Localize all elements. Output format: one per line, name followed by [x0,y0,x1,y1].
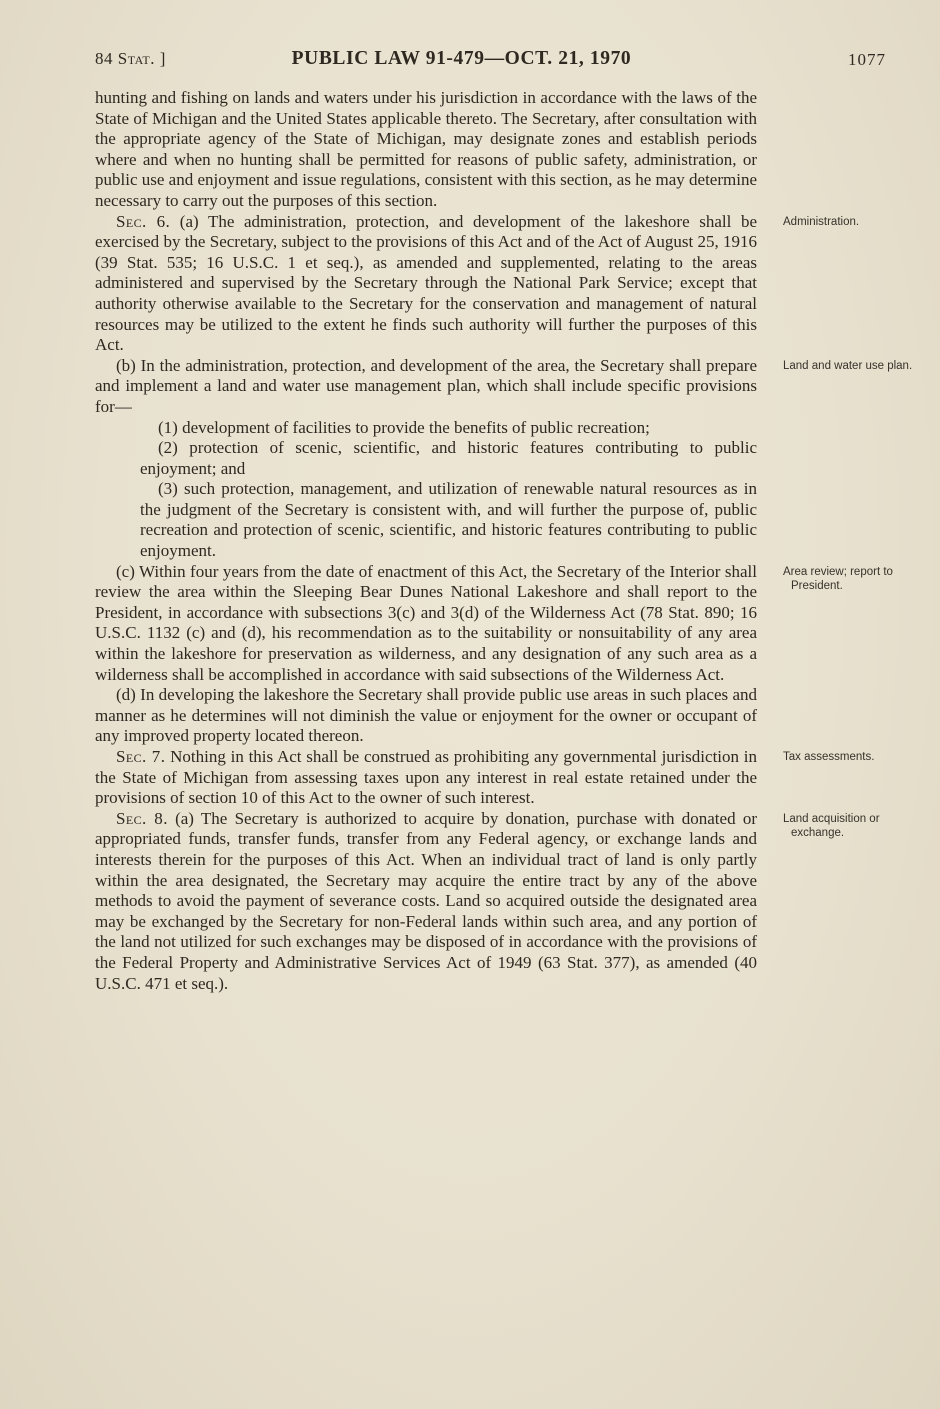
margin-note-land-water-plan: Land and water use plan. [783,359,913,372]
paragraph-text: (3) such protection, management, and utilization of renewable natural resources as in the judgment of the Secretary is consistent with, and will further the purpose of, public recreation and protection of scenic, scientific, and historic features contributing to public enjoyment. [140,479,757,561]
paragraph-sec6b-item3 [95,479,757,561]
statute-volume-label: 84 Stat. ] [95,49,166,68]
section-label: Sec. 6. [116,211,171,231]
public-law-title: PUBLIC LAW 91-479—OCT. 21, 1970 [291,48,632,69]
section-label: Sec. 7. [116,747,166,766]
paragraph-text: Nothing in this Act shall be construed as prohibiting any governmental jurisdiction in the State of Michigan from assessing taxes upon any interest in real estate retained under the provisions of section 10 of this Act to the owner of such interest. [95,747,758,808]
paragraph-text: (c) Within four years from the date of enactment of this Act, the Secretary of the Interior shall review the area within the Sleeping Bear Dunes National Lakeshore and shall report to the President, in accordance with subsections 3(c) and 3(d) of the Wilderness Act (78 Stat. 890; 16 U.S.C. 1132 (c) and (d), his recommendation as to the suitability or nonsuitability of any area within the lakeshore for preservation as wilderness, and any designation of any such area as a wilderness shall be accomplished in accordance with said subsections of the Wilderness Act. [95,561,757,684]
page-number: 1077 [848,50,886,69]
paragraph-text: hunting and fishing on lands and waters under his jurisdiction in accordance with the laws of the State of Michigan and the United States applicable thereto. The Secretary, after consultation with the appropriate agency of the State of Michigan, may designate zones and establish periods where and when no hunting shall be permitted for reasons of public safety, administration, or public use and enjoyment and issue regulations, consistent with this section, as he may determine necessary to carry out the purposes of this section. [95,88,757,210]
paragraph-sec6b-item2 [95,438,757,479]
paragraph-text: (1) development of facilities to provide the benefits of public recreation; [158,417,650,437]
margin-note-area-review: Area review; report to President. [783,565,893,592]
paragraph-sec6c [95,561,893,686]
paragraph-sec7 [95,747,875,809]
paragraph-text: (a) The Secretary is authorized to acquire by donation, purchase with donated or appropriated funds, transfer funds, transfer from any Federal agency, or exchange lands and interests therein for the purposes of this Act. When an individual tract of land is only partly within the area designated, the Secretary may acquire the entire tract by any of the above methods to avoid the payment of severance costs. Land so acquired outside the designated area may be exchanged by the Secretary for non-Federal lands within such area, and any portion of the land not utilized for such exchanges may be disposed of in accordance with the provisions of the Federal Property and Administrative Services Act of 1949 (63 Stat. 377), as amended (40 U.S.C. 471 et seq.). [95,808,757,993]
paragraph-continuation [95,88,757,212]
paragraph-text: (b) In the administration, protection, and development of the area, the Secretary shall prepare and implement a land and water use management plan, which shall include specific provisions for— [95,355,757,416]
page-header [95,48,757,70]
paragraph-sec6b [95,355,913,418]
margin-note-tax-assessments: Tax assessments. [783,751,875,763]
paragraph-text: (2) protection of scenic, scientific, and historic features contributing to public enjoyment; and [140,438,757,478]
margin-note-administration: Administration. [783,215,860,228]
statute-body [95,88,913,994]
paragraph-text: (d) In developing the lakeshore the Secretary shall provide public use areas in such places and manner as he determines will not diminish the value or enjoyment for the owner or occupant of any improved property located thereon. [95,685,757,746]
paragraph-sec6b-item1 [95,418,757,439]
paragraph-sec6a [95,211,860,356]
paragraph-text: (a) The administration, protection, and development of the lakeshore shall be exercised by the Secretary, subject to the provisions of this Act and of the Act of August 25, 1916 (39 Stat. 535; 16 U.S.C. 1 et seq.), as amended and supplemented, relating to the areas administered and supervised by the Secretary through the National Park Service; except that authority otherwise available to the Secretary for the conservation and management of natural resources may be utilized to the extent he finds such authority will further the purposes of this Act. [95,211,757,355]
paragraph-sec6d [95,685,757,747]
margin-note-land-acquisition: Land acquisition or exchange. [783,812,880,839]
section-label: Sec. 8. [116,808,168,828]
paragraph-sec8a [95,808,880,994]
